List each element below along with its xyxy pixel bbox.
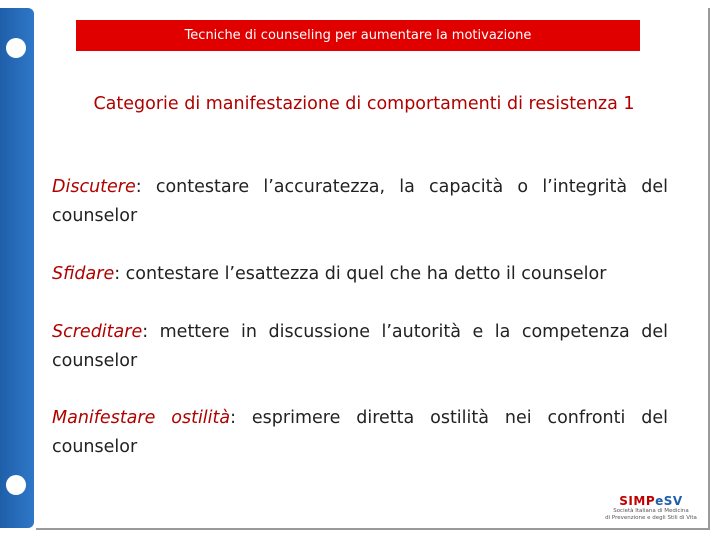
top-ring-hole — [6, 38, 26, 58]
list-item — [52, 404, 668, 462]
item-text: : contestare l’esattezza di quel che ha detto il counselor — [114, 264, 607, 284]
list-item — [52, 260, 668, 289]
logo-subtitle-line1: Società Italiana di Medicina — [613, 508, 689, 514]
list-item — [52, 173, 668, 231]
item-text: : mettere in discussione l’autorità e la competenza del counselor — [52, 322, 668, 371]
item-text: : esprimere diretta ostilità nei confronti del counselor — [52, 408, 669, 457]
simpesv-logo — [592, 494, 710, 530]
side-bar — [0, 8, 34, 528]
item-text: : contestare l’accuratezza, la capacità o l’integrità del counselor — [52, 177, 668, 226]
slide-title-bar: Tecniche di counseling per aumentare la motivazione — [76, 20, 640, 51]
list-item — [52, 318, 668, 376]
item-term: Manifestare ostilità — [52, 408, 231, 428]
bottom-ring-hole — [6, 475, 26, 495]
item-term: Sfidare — [52, 264, 115, 284]
item-term: Screditare — [52, 322, 143, 342]
logo-subtitle-line2: di Prevenzione e degli Stili di Vita — [605, 515, 697, 521]
slide-heading: Categorie di manifestazione di comportamenti di resistenza 1 — [93, 94, 635, 114]
logo-mark: SIMPeSV — [619, 494, 683, 508]
item-term: Discutere — [52, 177, 136, 197]
